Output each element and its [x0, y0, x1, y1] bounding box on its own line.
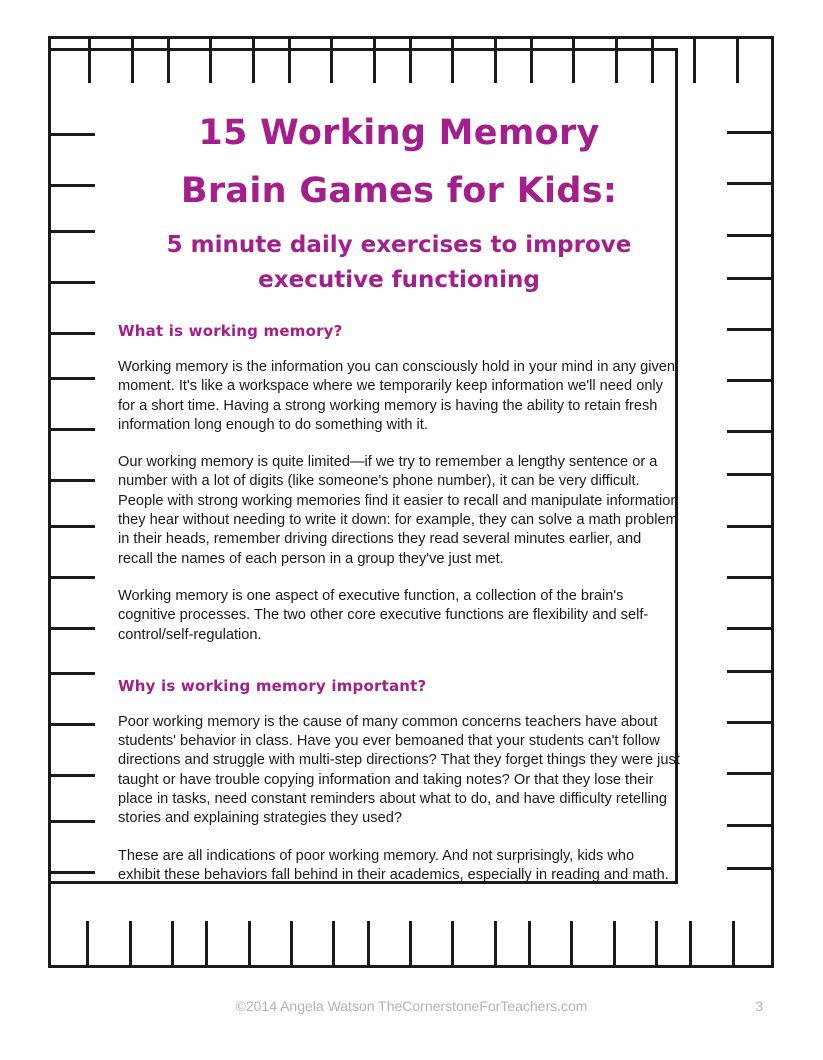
- page-title-line-1: 15 Working Memory: [198, 113, 600, 153]
- page-title-line-2: Brain Games for Kids:: [180, 171, 618, 211]
- paragraph: These are all indications of poor working memory. And not surprisingly, kids who exhibit these behaviors fall behind in their academics, especially in reading and math.: [118, 847, 669, 883]
- page-content: [118, 100, 680, 912]
- section-heading-what-is-working-memory: What is working memory?: [118, 322, 343, 340]
- page-subtitle-line-1: 5 minute daily exercises to improve: [166, 232, 632, 258]
- section-heading-why-is-working-memory-important: Why is working memory important?: [118, 676, 427, 695]
- footer-copyright: ©2014 Angela Watson TheCornerstoneForTeachers.com: [235, 998, 588, 1014]
- title-block: [118, 112, 680, 296]
- paragraph: Working memory is the information you can consciously hold in your mind in any given moment. It's like a workspace where we temporarily keep information we'll need only for a short time. Having a strong working memory is having the ability to retain fresh information long enough to do something with it.: [118, 359, 675, 433]
- page-subtitle-line-2: executive functioning: [258, 267, 540, 293]
- page-number: 3: [755, 998, 763, 1014]
- paragraph: Poor working memory is the cause of many common concerns teachers have about students' behavior in class. Have you ever bemoaned that your students can't follow directions and struggle with multi-step directions? That they forget things they were just taught or have trouble copying information and taking notes? Or that they lose their place in tasks, need constant reminders about what to do, and have difficulty retelling stories and explaining strategies they used?: [118, 713, 680, 827]
- paragraph: Our working memory is quite limited—if we try to remember a lengthy sentence or a number with a lot of digits (like someone's phone number), it can be very difficult. People with strong working memories find it easier to recall and manipulate information they hear without needing to write it down: for example, they can solve a math problem in their heads, remember driving directions they read several minutes earlier, and recall the names of each person in a group they've just met.: [118, 454, 679, 567]
- paragraph: Working memory is one aspect of executive function, a collection of the brain's cognitive processes. The two other core executive functions are flexibility and self-control/self-regulation.: [118, 587, 649, 643]
